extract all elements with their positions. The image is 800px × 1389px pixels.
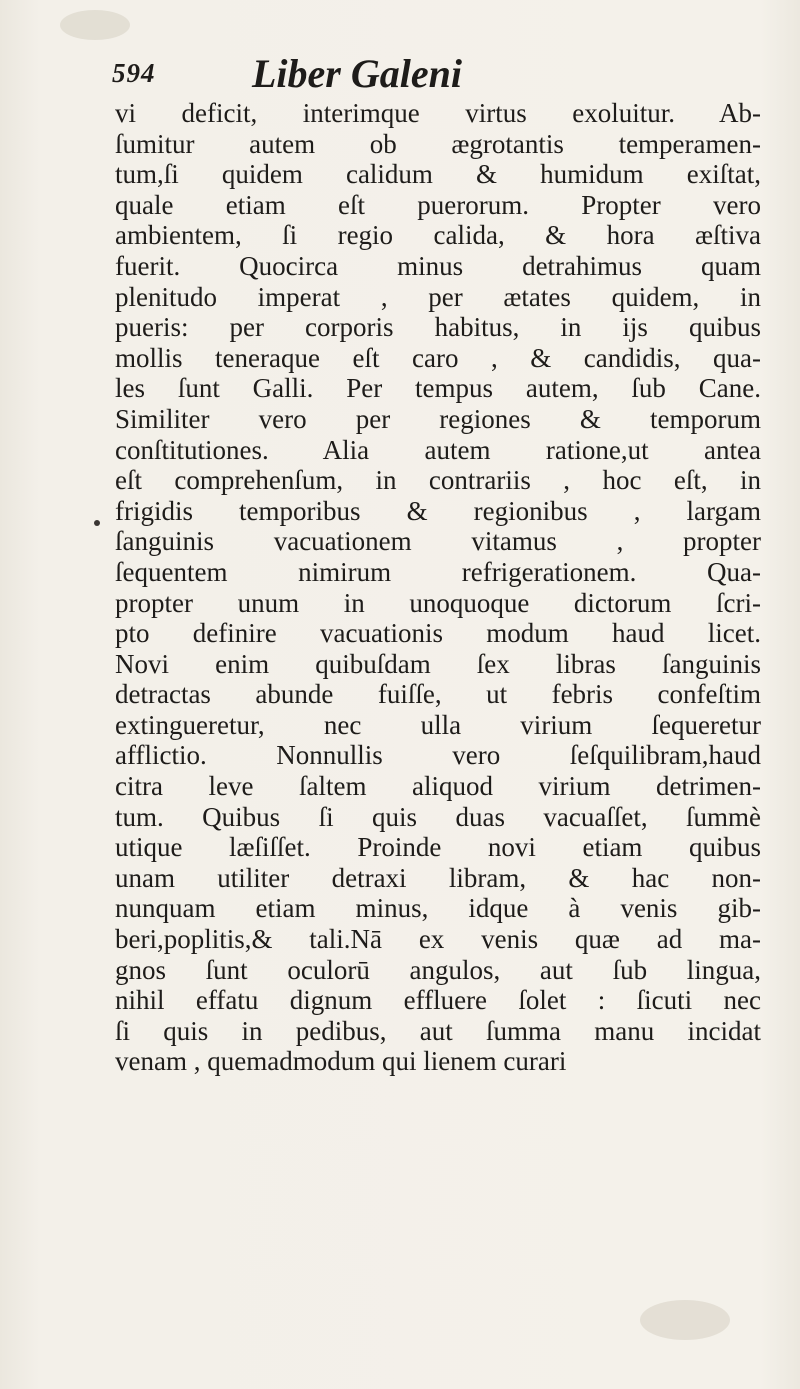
ink-speck <box>94 520 100 526</box>
text-line: quale etiam eſt puerorum. Propter vero <box>115 189 761 220</box>
body-text <box>115 98 765 1077</box>
text-line: venam , quemadmodum qui lienem curari <box>115 1046 567 1077</box>
text-line: beri,poplitis,& tali.Nā ex venis quæ ad ma- <box>115 924 761 955</box>
text-line: detractas abunde fuiſſe, ut febris confeſtim <box>115 679 761 710</box>
text-line: ambientem, ſi regio calida, & hora æſtiva <box>115 220 761 251</box>
running-title: Liber Galeni <box>252 51 462 96</box>
text-line: mollis teneraque eſt caro , & candidis, qua- <box>115 342 761 373</box>
text-line: ſi quis in pedibus, aut ſumma manu incidat <box>115 1015 761 1046</box>
text-line: tum. Quibus ſi quis duas vacuaſſet, ſummè <box>115 801 761 832</box>
text-line: frigidis temporibus & regionibus , largam <box>115 495 761 526</box>
paper-stain <box>60 10 130 40</box>
page-header <box>112 48 672 96</box>
text-line: ſumitur autem ob ægrotantis temperamen- <box>115 128 761 159</box>
page-number: 594 <box>112 58 156 88</box>
text-line: ſanguinis vacuationem vitamus , propter <box>115 526 761 557</box>
text-line: nihil effatu dignum effluere ſolet : ſicuti nec <box>115 985 761 1016</box>
text-line: propter unum in unoquoque dictorum ſcri- <box>115 587 761 618</box>
text-line: citra leve ſaltem aliquod virium detrimen- <box>115 771 761 802</box>
text-line: Similiter vero per regiones & temporum <box>115 403 761 434</box>
text-line: eſt comprehenſum, in contrariis , hoc eſt, in <box>115 465 761 496</box>
paper-stain <box>640 1300 730 1340</box>
text-line: plenitudo imperat , per ætates quidem, in <box>115 281 761 312</box>
text-line: vi deficit, interimque virtus exoluitur. Ab- <box>115 98 761 128</box>
text-line: ſequentem nimirum refrigerationem. Qua- <box>115 556 761 587</box>
text-line: tum,ſi quidem calidum & humidum exiſtat, <box>115 159 761 190</box>
text-line: conſtitutiones. Alia autem ratione,ut antea <box>115 434 761 465</box>
text-line: les ſunt Galli. Per tempus autem, ſub Cane. <box>115 373 761 404</box>
text-line: unam utiliter detraxi libram, & hac non- <box>115 862 761 893</box>
text-line: utique læſiſſet. Proinde novi etiam quibus <box>115 832 761 863</box>
text-line: Novi enim quibuſdam ſex libras ſanguinis <box>115 648 761 679</box>
text-line: fuerit. Quocirca minus detrahimus quam <box>115 250 761 281</box>
text-line: nunquam etiam minus, idque à venis gib- <box>115 893 761 924</box>
text-line: extingueretur, nec ulla virium ſequeretur <box>115 709 761 740</box>
text-line: gnos ſunt oculorū angulos, aut ſub lingua, <box>115 954 761 985</box>
text-line: pueris: per corporis habitus, in ijs quibus <box>115 312 761 343</box>
text-line: pto definire vacuationis modum haud licet. <box>115 618 761 649</box>
text-line: afflictio. Nonnullis vero ſeſquilibram,haud <box>115 740 761 771</box>
